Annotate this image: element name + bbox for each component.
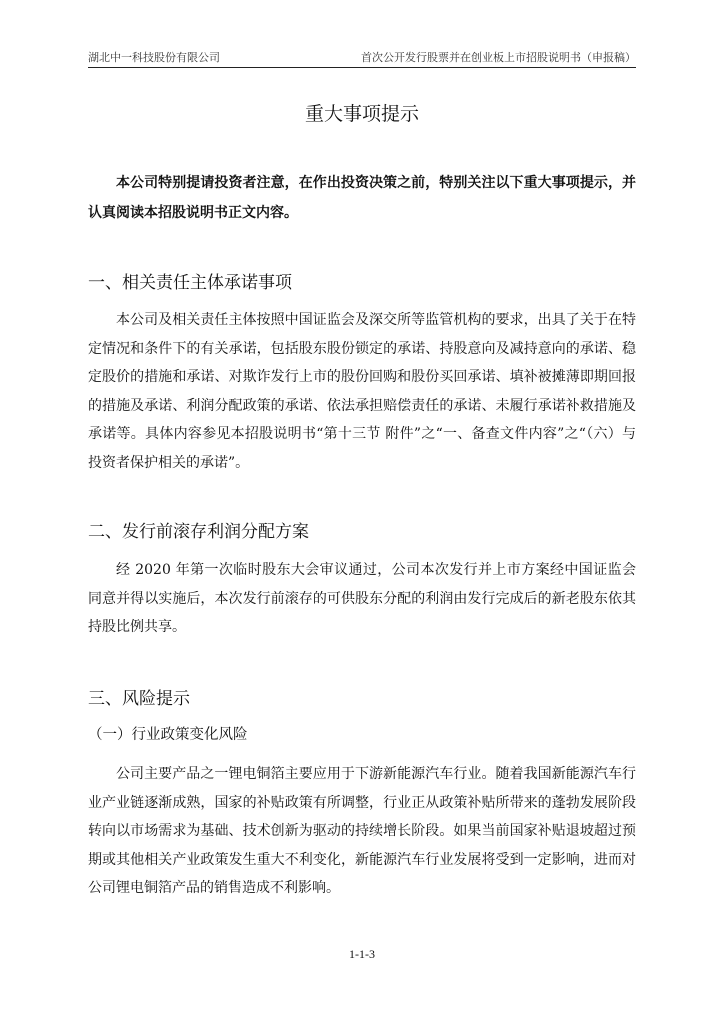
- intro-notice: 本公司特别提请投资者注意，在作出投资决策之前，特别关注以下重大事项提示，并认真阅读本招股说明书正文内容。: [88, 175, 636, 221]
- section-paragraph-commitments: 本公司及相关责任主体按照中国证监会及深交所等监管机构的要求，出具了关于在特定情况和条件下的有关承诺，包括股东股份锁定的承诺、持股意向及减持意向的承诺、稳定股价的措施和承诺、对欺诈发行上市的股份回购和股份买回承诺、填补被摊薄即期回报的措施及承诺、利润分配政策的承诺、依法承担赔偿责任的承诺、未履行承诺补救措施及承诺等。具体内容参见本招股说明书“第十三节 附件”之“一、备查文件内容”之“（六）与投资者保护相关的承诺”。: [88, 312, 636, 471]
- header-divider: [88, 67, 636, 68]
- page-number: 1-1-3: [349, 947, 375, 961]
- section-heading-commitments: 一、相关责任主体承诺事项: [88, 273, 292, 293]
- page-header: [88, 49, 636, 67]
- subsection-heading-policy-risk: （一）行业政策变化风险: [88, 727, 248, 743]
- section-heading-risk-warning: 三、风险提示: [88, 689, 190, 709]
- page-title: 重大事项提示: [304, 103, 419, 125]
- header-document-title: 首次公开发行股票并在创业板上市招股说明书（申报稿）: [361, 51, 636, 64]
- section-heading-profit-distribution: 二、发行前滚存利润分配方案: [88, 522, 309, 542]
- section-paragraph-profit-distribution: 经 2020 年第一次临时股东大会审议通过，公司本次发行并上市方案经中国证监会同意并得以实施后，本次发行前滚存的可供股东分配的利润由发行完成后的新老股东依其持股比例共享。: [88, 562, 636, 635]
- header-company-name: 湖北中一科技股份有限公司: [88, 51, 220, 64]
- section-paragraph-policy-risk: 公司主要产品之一锂电铜箔主要应用于下游新能源汽车行业。随着我国新能源汽车行业产业链逐渐成熟，国家的补贴政策有所调整，行业正从政策补贴所带来的蓬勃发展阶段转向以市场需求为基础、技术创新为驱动的持续增长阶段。如果当前国家补贴退坡超过预期或其他相关产业政策发生重大不利变化，新能源汽车行业发展将受到一定影响，进而对公司锂电铜箔产品的销售造成不利影响。: [88, 766, 636, 896]
